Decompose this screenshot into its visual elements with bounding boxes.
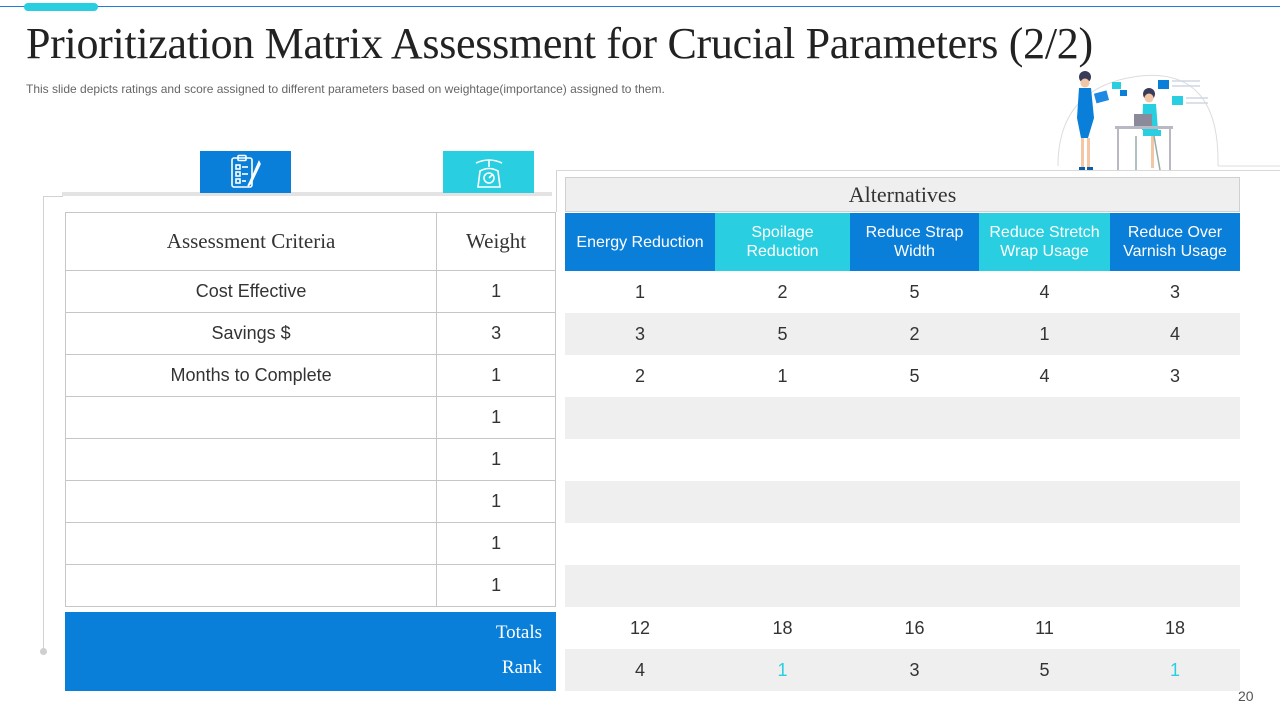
score-cell: 2 [909,323,920,344]
score-cell [850,523,979,565]
score-cell: 1 [634,281,645,302]
criteria-cell: Months to Complete [66,355,437,397]
score-cell [850,481,979,523]
table-row [565,397,1240,439]
office-workers-illustration [1050,66,1280,178]
table-row [66,565,556,607]
score-cell [715,397,850,439]
score-cell: 1 [1039,323,1050,344]
score-cell [1110,523,1240,565]
alt-top-line [556,170,1280,171]
score-cell [715,565,850,607]
score-cell [1110,439,1240,481]
score-cell [979,439,1110,481]
score-cell: 5 [777,323,788,344]
criteria-table [65,212,556,607]
criteria-cell [66,397,437,439]
score-cell: 5 [909,365,920,386]
header-criteria: Assessment Criteria [66,213,437,271]
score-cell [1110,481,1240,523]
criteria-cell [66,565,437,607]
alt-col-reduce-stretch-wrap: Reduce Stretch Wrap Usage [979,213,1110,271]
total-cell: 12 [629,617,651,638]
rank-cell: 1 [1169,659,1180,680]
rank-cell: 4 [634,659,645,680]
slide-title: Prioritization Matrix Assessment for Crucial Parameters (2/2) [26,19,1093,68]
weight-icon-box [443,151,534,193]
alt-connector-line [556,170,557,212]
criteria-cell: Savings $ [66,313,437,355]
score-cell [979,481,1110,523]
criteria-cell: Cost Effective [66,271,437,313]
table-row [66,397,556,439]
weight-cell: 1 [437,523,556,565]
totals-label: Totals [495,622,542,643]
criteria-table-header [66,213,556,271]
score-cell: 3 [1169,365,1180,386]
score-cell: 4 [1039,365,1050,386]
weight-cell: 1 [437,481,556,523]
weight-cell: 1 [437,271,556,313]
alt-col-energy-reduction: Energy Reduction [565,213,715,271]
totals-rank-block [65,612,556,691]
table-row [66,481,556,523]
score-cell: 5 [909,281,920,302]
score-cell: 1 [777,365,788,386]
alt-col-reduce-strap-width: Reduce Strap Width [850,213,979,271]
table-row [565,313,1240,355]
score-cell [565,397,715,439]
weight-cell: 3 [437,313,556,355]
alternatives-header: Alternatives [565,177,1240,212]
score-cell: 4 [1169,323,1180,344]
table-row [565,439,1240,481]
table-row [565,523,1240,565]
alt-col-spoilage-reduction: Spoilage Reduction [715,213,850,271]
score-cell: 2 [777,281,788,302]
score-cell: 4 [1039,281,1050,302]
criteria-cell [66,439,437,481]
score-cell [979,397,1110,439]
left-connector-tick [43,196,63,197]
score-cell [850,565,979,607]
rank-cell: 5 [1039,659,1050,680]
total-cell: 11 [1035,617,1054,638]
table-row [66,439,556,481]
table-row [66,271,556,313]
weight-cell: 1 [437,397,556,439]
total-cell: 16 [904,617,925,638]
table-row [66,355,556,397]
alternatives-columns [565,213,1240,271]
rank-cell: 3 [909,659,920,680]
totals-row [565,607,1240,649]
top-rule [0,6,1280,7]
weight-cell: 1 [437,355,556,397]
weight-cell: 1 [437,565,556,607]
score-cell: 3 [634,323,645,344]
table-row [565,271,1240,313]
score-cell [979,565,1110,607]
score-cell: 3 [1169,281,1180,302]
criteria-icon-box [200,151,291,193]
score-cell [715,481,850,523]
table-row [565,565,1240,607]
score-cell [1110,397,1240,439]
table-row [565,481,1240,523]
score-cell [850,439,979,481]
score-cell [850,397,979,439]
header-weight: Weight [437,213,556,271]
score-cell: 2 [634,365,645,386]
score-cell [1110,565,1240,607]
table-row [66,523,556,565]
weight-cell: 1 [437,439,556,481]
score-cell [565,439,715,481]
connector-dot [40,648,47,655]
table-row [565,355,1240,397]
criteria-cell [66,523,437,565]
rank-label: Rank [501,657,542,678]
score-cell [979,523,1110,565]
score-cell [715,439,850,481]
rank-cell: 1 [777,659,788,680]
total-cell: 18 [772,617,793,638]
alt-col-reduce-over-varnish: Reduce Over Varnish Usage [1110,213,1240,271]
table-row [66,313,556,355]
page-number: 20 [1238,688,1254,704]
score-cell [715,523,850,565]
checklist-clipboard-icon [229,154,263,190]
rank-row [565,649,1240,691]
top-accent-tab [24,3,98,11]
slide-subtitle: This slide depicts ratings and score assigned to different parameters based on weightage(importance) assigned to them. [26,82,665,96]
score-cell [565,565,715,607]
total-cell: 18 [1164,617,1186,638]
score-cell [565,523,715,565]
weighing-scale-icon [472,155,506,189]
criteria-cell [66,481,437,523]
left-connector-line [43,196,44,652]
score-cell [565,481,715,523]
